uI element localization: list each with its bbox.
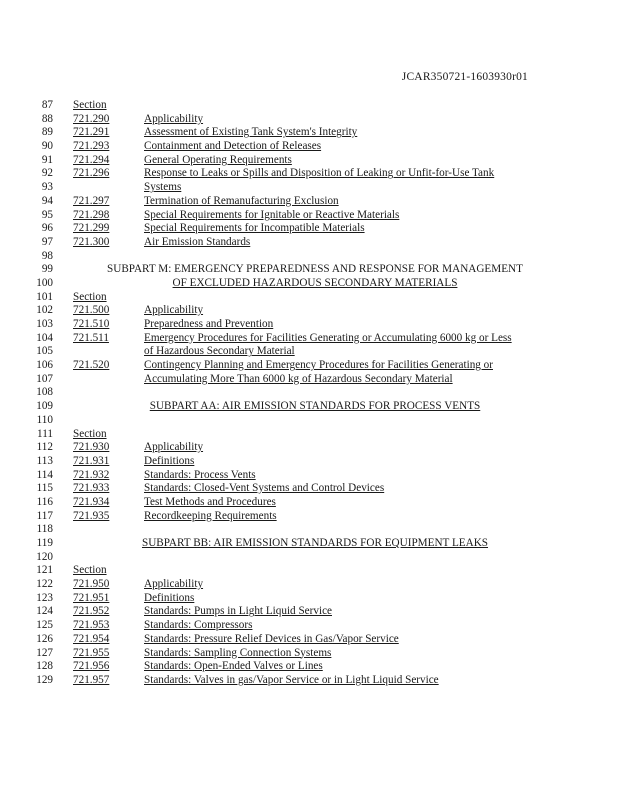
document-line xyxy=(0,400,624,414)
document-line xyxy=(0,263,624,277)
line-number: 113 xyxy=(36,454,53,467)
line-number: 120 xyxy=(36,550,53,563)
line-number: 106 xyxy=(36,359,53,372)
section-title: Special Requirements for Ignitable or Reactive Materials xyxy=(144,208,400,221)
line-number: 87 xyxy=(41,99,53,111)
line-number: 122 xyxy=(36,578,53,591)
section-number: 721.930 xyxy=(73,441,110,454)
line-number: 89 xyxy=(41,126,53,139)
subpart-heading: SUBPART AA: AIR EMISSION STANDARDS FOR PROCESS VENTS xyxy=(149,400,481,413)
line-number: 88 xyxy=(41,112,53,125)
section-number: 721.954 xyxy=(73,632,110,645)
section-number: 721.951 xyxy=(73,591,110,604)
line-number: 126 xyxy=(36,632,53,645)
document-line xyxy=(0,140,624,154)
section-title: Definitions xyxy=(144,591,195,604)
line-number: 127 xyxy=(36,646,53,659)
section-number: 721.520 xyxy=(73,359,110,372)
section-number: 721.933 xyxy=(73,482,110,495)
section-title: Applicability xyxy=(144,578,204,591)
line-number: 108 xyxy=(36,386,53,399)
document-line xyxy=(0,647,624,661)
document-line xyxy=(0,167,624,181)
section-number: 721.956 xyxy=(73,660,110,673)
document-line xyxy=(0,386,624,400)
section-title: Response to Leaks or Spills and Disposition of Leaking or Unfit-for-Use Tank xyxy=(144,167,495,180)
section-number: 721.298 xyxy=(73,208,110,221)
section-number: 721.931 xyxy=(73,454,110,467)
section-title: Standards: Sampling Connection Systems xyxy=(144,646,332,659)
document-line xyxy=(0,564,624,578)
section-number: 721.955 xyxy=(73,646,110,659)
section-title: Assessment of Existing Tank System's Integrity xyxy=(144,126,358,139)
line-number: 98 xyxy=(41,249,53,262)
line-number: 117 xyxy=(36,509,53,522)
section-number: 721.296 xyxy=(73,167,110,180)
section-number: 721.934 xyxy=(73,495,110,508)
section-title: Containment and Detection of Releases xyxy=(144,140,322,153)
line-number: 96 xyxy=(41,222,53,235)
section-title: Standards: Pressure Relief Devices in Gas/Vapor Service xyxy=(144,632,399,645)
line-number: 95 xyxy=(41,208,53,221)
document-line xyxy=(0,359,624,373)
document-line xyxy=(0,414,624,428)
line-number: 118 xyxy=(36,523,53,536)
section-title: Emergency Procedures for Facilities Generating or Accumulating 6000 kg or Less xyxy=(144,331,512,344)
document-line xyxy=(0,277,624,291)
document-line xyxy=(0,345,624,359)
section-title: Systems xyxy=(144,181,182,194)
document-line xyxy=(0,126,624,140)
subpart-heading: OF EXCLUDED HAZARDOUS SECONDARY MATERIALS xyxy=(172,276,458,289)
section-number: 721.299 xyxy=(73,222,110,235)
section-title: Special Requirements for Incompatible Materials xyxy=(144,222,365,235)
line-number: 128 xyxy=(36,660,53,673)
section-title: Preparedness and Prevention xyxy=(144,318,274,330)
section-title: Air Emission Standards xyxy=(144,235,251,248)
document-line xyxy=(0,209,624,223)
document-id: JCAR350721-1603930r01 xyxy=(401,71,528,83)
document-line xyxy=(0,578,624,592)
section-number: 721.952 xyxy=(73,605,110,618)
line-number: 93 xyxy=(41,181,53,194)
document-line xyxy=(0,674,624,688)
section-title: Standards: Pumps in Light Liquid Service xyxy=(144,605,332,618)
section-number: 721.297 xyxy=(73,194,110,207)
document-line xyxy=(0,482,624,496)
line-number: 121 xyxy=(36,564,53,577)
document-line xyxy=(0,592,624,606)
section-title: Applicability xyxy=(144,304,204,317)
document-line xyxy=(0,304,624,318)
section-title: Standards: Compressors xyxy=(144,619,253,632)
section-title: Contingency Planning and Emergency Procedures for Facilities Generating or xyxy=(144,359,493,372)
numbered-lines xyxy=(0,99,624,688)
document-line xyxy=(0,619,624,633)
line-number: 92 xyxy=(41,167,53,180)
section-title: Applicability xyxy=(144,441,204,454)
section-title: Definitions xyxy=(144,454,195,467)
line-number: 94 xyxy=(41,194,53,207)
section-number: 721.294 xyxy=(73,153,110,166)
line-number: 99 xyxy=(41,263,53,276)
document-line xyxy=(0,605,624,619)
document-line xyxy=(0,496,624,510)
subpart-heading: SUBPART M: EMERGENCY PREPAREDNESS AND RESPONSE FOR MANAGEMENT xyxy=(107,263,523,276)
line-number: 114 xyxy=(36,468,53,481)
document-line xyxy=(0,455,624,469)
document-line xyxy=(0,660,624,674)
line-number: 104 xyxy=(36,331,53,344)
section-number: 721.950 xyxy=(73,578,110,591)
line-number: 105 xyxy=(36,345,53,358)
document-line xyxy=(0,113,624,127)
document-line xyxy=(0,373,624,387)
line-number: 112 xyxy=(36,441,53,454)
document-line xyxy=(0,551,624,565)
document-line xyxy=(0,154,624,168)
line-number: 97 xyxy=(41,235,53,248)
section-number: 721.935 xyxy=(73,509,110,522)
section-number: Section xyxy=(73,564,107,577)
document-line xyxy=(0,99,624,113)
document-line xyxy=(0,195,624,209)
document-line xyxy=(0,332,624,346)
section-title: Standards: Process Vents xyxy=(144,468,256,481)
section-number: 721.500 xyxy=(73,304,110,317)
document-line xyxy=(0,318,624,332)
line-number: 101 xyxy=(36,290,53,303)
line-number: 111 xyxy=(37,427,53,440)
document-line xyxy=(0,250,624,264)
line-number: 119 xyxy=(36,537,53,549)
section-title: Recordkeeping Requirements xyxy=(144,509,277,522)
section-title: Accumulating More Than 6000 kg of Hazardous Secondary Material xyxy=(144,372,453,385)
document-line xyxy=(0,510,624,524)
document-line xyxy=(0,441,624,455)
section-title: Applicability xyxy=(144,112,204,125)
section-title: of Hazardous Secondary Material xyxy=(144,345,295,358)
line-number: 124 xyxy=(36,605,53,618)
section-number: 721.291 xyxy=(73,126,110,139)
line-number: 125 xyxy=(36,619,53,632)
line-number: 110 xyxy=(36,413,53,426)
line-number: 91 xyxy=(41,153,53,166)
line-number: 123 xyxy=(36,591,53,604)
document-line xyxy=(0,537,624,551)
section-title: Standards: Valves in gas/Vapor Service or in Light Liquid Service xyxy=(144,673,439,686)
line-number: 100 xyxy=(36,276,53,289)
section-number: 721.510 xyxy=(73,318,110,330)
document-line xyxy=(0,633,624,647)
document-line xyxy=(0,181,624,195)
section-number: 721.300 xyxy=(73,235,110,248)
section-number: 721.953 xyxy=(73,619,110,632)
section-number: Section xyxy=(73,427,107,440)
document-line xyxy=(0,291,624,305)
line-number: 102 xyxy=(36,304,53,317)
line-number: 109 xyxy=(36,400,53,413)
section-number: 721.290 xyxy=(73,112,110,125)
section-number: 721.932 xyxy=(73,468,110,481)
line-number: 115 xyxy=(36,482,53,495)
line-number: 107 xyxy=(36,372,53,385)
line-number: 103 xyxy=(36,318,53,330)
document-line xyxy=(0,428,624,442)
document-line xyxy=(0,222,624,236)
document-line xyxy=(0,236,624,250)
section-title: Standards: Closed-Vent Systems and Control Devices xyxy=(144,482,385,495)
section-number: 721.957 xyxy=(73,673,110,686)
section-number: Section xyxy=(73,99,107,111)
section-number: 721.511 xyxy=(73,331,109,344)
section-title: Test Methods and Procedures xyxy=(144,495,276,508)
document-line xyxy=(0,469,624,483)
document-line xyxy=(0,523,624,537)
line-number: 129 xyxy=(36,673,53,686)
line-number: 90 xyxy=(41,140,53,153)
section-number: 721.293 xyxy=(73,140,110,153)
section-title: General Operating Requirements xyxy=(144,153,292,166)
line-number: 116 xyxy=(36,495,53,508)
section-title: Termination of Remanufacturing Exclusion xyxy=(144,194,339,207)
section-title: Standards: Open-Ended Valves or Lines xyxy=(144,660,323,673)
section-number: Section xyxy=(73,290,107,303)
subpart-heading: SUBPART BB: AIR EMISSION STANDARDS FOR EQUIPMENT LEAKS xyxy=(141,537,489,549)
